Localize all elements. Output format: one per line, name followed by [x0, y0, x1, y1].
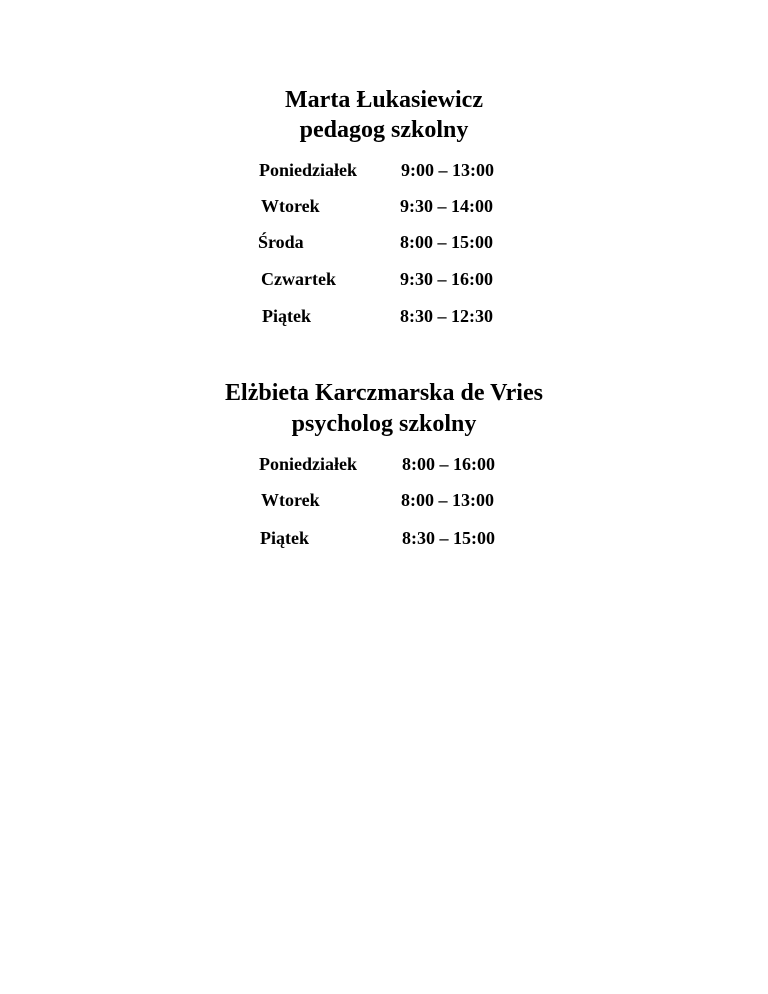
schedule-hours: 9:30 – 14:00: [400, 196, 493, 216]
schedule-hours: 9:30 – 16:00: [400, 269, 493, 289]
person-name: Elżbieta Karczmarska de Vries: [225, 380, 543, 406]
schedule-day: Środa: [258, 232, 304, 252]
person-name: Marta Łukasiewicz: [285, 87, 483, 113]
person-role: psycholog szkolny: [291, 411, 477, 437]
schedule-hours: 8:00 – 15:00: [400, 232, 493, 252]
schedule-hours: 8:30 – 12:30: [400, 306, 493, 326]
schedule-hours: 8:00 – 13:00: [401, 490, 494, 510]
schedule-day: Wtorek: [261, 490, 320, 510]
schedule-day: Wtorek: [261, 196, 320, 216]
person-role: pedagog szkolny: [299, 117, 469, 143]
schedule-day: Piątek: [262, 306, 311, 326]
schedule-day: Piątek: [260, 528, 309, 548]
schedule-day: Poniedziałek: [259, 160, 357, 180]
schedule-hours: 8:30 – 15:00: [402, 528, 495, 548]
schedule-day: Czwartek: [261, 269, 336, 289]
schedule-hours: 9:00 – 13:00: [401, 160, 494, 180]
schedule-day: Poniedziałek: [259, 454, 357, 474]
schedule-hours: 8:00 – 16:00: [402, 454, 495, 474]
